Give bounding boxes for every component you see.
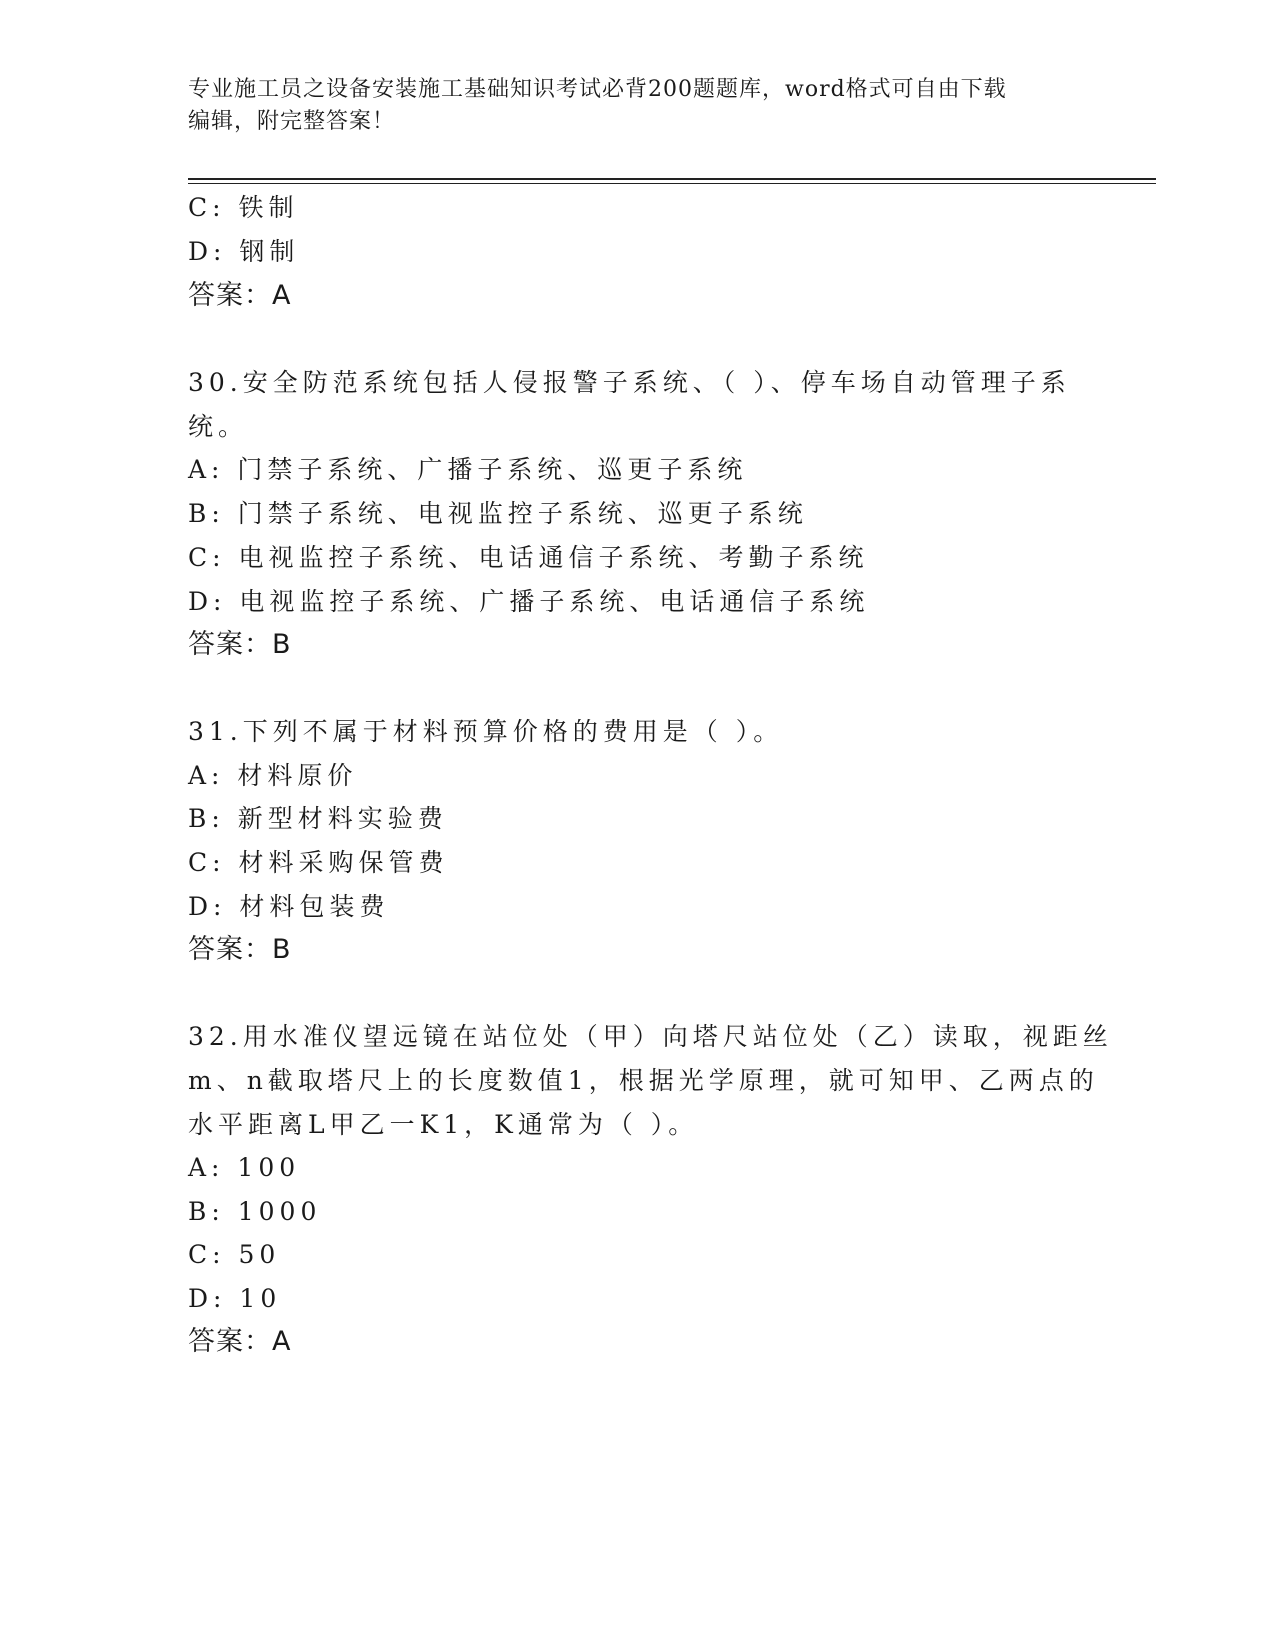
q32-answer: 答案：A (188, 1326, 292, 1357)
q30-option-b: B: 门禁子系统、电视监控子系统、巡更子系统 (188, 499, 808, 528)
q31-option-c: C: 材料采购保管费 (188, 848, 449, 877)
q30-stem-line-2: 统。 (188, 412, 249, 441)
prev-option-d: D: 钢制 (188, 237, 300, 266)
q31-answer: 答案：B (188, 934, 292, 965)
q31-option-b: B: 新型材料实验费 (188, 804, 448, 833)
q31-option-a: A: 材料原价 (188, 761, 358, 790)
q30-option-a: A: 门禁子系统、广播子系统、巡更子系统 (188, 455, 748, 484)
q32-option-b: B: 1000 (188, 1197, 322, 1226)
prev-answer: 答案：A (188, 280, 292, 311)
q32-stem-line-1: 32.用水准仪望远镜在站位处（甲）向塔尺站位处（乙）读取，视距丝 (188, 1022, 1113, 1051)
document-header (188, 74, 1068, 138)
q32-option-c: C: 50 (188, 1240, 281, 1269)
prev-option-c: C: 铁制 (188, 193, 299, 222)
q32-option-d: D: 10 (188, 1284, 282, 1313)
header-line-1: 专业施工员之设备安装施工基础知识考试必背200题题库，word格式可自由下载 (188, 77, 1007, 102)
header-rule-thin (188, 183, 1156, 184)
q30-stem-line-1: 30.安全防范系统包括人侵报警子系统、（ ）、停车场自动管理子系 (188, 368, 1071, 397)
header-rule-thick (188, 178, 1156, 180)
q31-stem-line-1: 31.下列不属于材料预算价格的费用是（ ）。 (188, 717, 784, 746)
q31-option-d: D: 材料包装费 (188, 892, 390, 921)
q32-stem-line-2: m、n截取塔尺上的长度数值1，根据光学原理，就可知甲、乙两点的 (188, 1066, 1099, 1095)
q30-answer: 答案：B (188, 629, 292, 660)
q32-stem-line-3: 水平距离L甲乙一K1，K通常为（ ）。 (188, 1110, 699, 1139)
q32-option-a: A: 100 (188, 1153, 301, 1182)
q30-option-d: D: 电视监控子系统、广播子系统、电话通信子系统 (188, 587, 870, 616)
q30-option-c: C: 电视监控子系统、电话通信子系统、考勤子系统 (188, 543, 869, 572)
header-line-2: 编辑，附完整答案！ (188, 109, 396, 134)
